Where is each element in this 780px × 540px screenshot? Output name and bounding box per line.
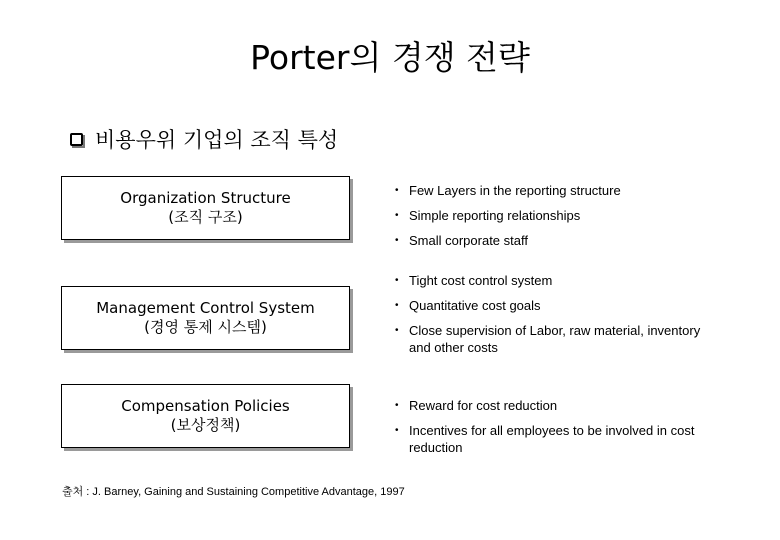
subtitle-text: 비용우위 기업의 조직 특성: [95, 128, 339, 152]
bullet-text: Few Layers in the reporting structure: [409, 183, 621, 198]
box-label-ko: (조직 구조): [168, 208, 243, 226]
list-item: [395, 272, 709, 289]
box-label-en: Organization Structure: [120, 189, 291, 207]
box-label-ko: (보상정책): [170, 416, 241, 434]
bullet-text: Quantitative cost goals: [409, 298, 541, 313]
subtitle: [70, 124, 338, 154]
list-item: [395, 232, 709, 249]
bullet-group-organization: [395, 182, 709, 257]
list-item: [395, 182, 709, 199]
bullet-icon: •: [395, 300, 399, 311]
bullet-icon: •: [395, 210, 399, 221]
bullet-text: Simple reporting relationships: [409, 208, 581, 223]
bullet-text: Incentives for all employees to be involved in cost reduction: [409, 423, 695, 455]
list-item: [395, 322, 709, 356]
bullet-text: Tight cost control system: [409, 273, 553, 288]
list-item: [395, 297, 709, 314]
organization-structure-box: [61, 176, 350, 240]
box-label-en: Management Control System: [96, 299, 315, 317]
bullet-icon: •: [395, 185, 399, 196]
box-label-ko: (경영 통제 시스템): [144, 318, 267, 336]
slide-title: Porter의 경쟁 전략: [250, 38, 530, 77]
bullet-group-control: [395, 272, 709, 364]
list-item: [395, 397, 709, 414]
compensation-policies-box: [61, 384, 350, 448]
bullet-text: Close supervision of Labor, raw material, inventory and other costs: [409, 323, 701, 355]
list-item: [395, 207, 709, 224]
bullet-icon: •: [395, 325, 399, 336]
management-control-system-box: [61, 286, 350, 350]
bullet-icon: •: [395, 275, 399, 286]
box-label-en: Compensation Policies: [121, 397, 290, 415]
source-citation: 출처 : J. Barney, Gaining and Sustaining Competitive Advantage, 1997: [62, 486, 405, 498]
bullet-group-compensation: [395, 397, 709, 464]
bullet-icon: •: [395, 425, 399, 436]
bullet-text: Reward for cost reduction: [409, 398, 558, 413]
list-item: [395, 422, 709, 456]
bullet-text: Small corporate staff: [409, 233, 528, 248]
checkbox-square-icon: [70, 133, 83, 146]
bullet-icon: •: [395, 235, 399, 246]
bullet-icon: •: [395, 400, 399, 411]
